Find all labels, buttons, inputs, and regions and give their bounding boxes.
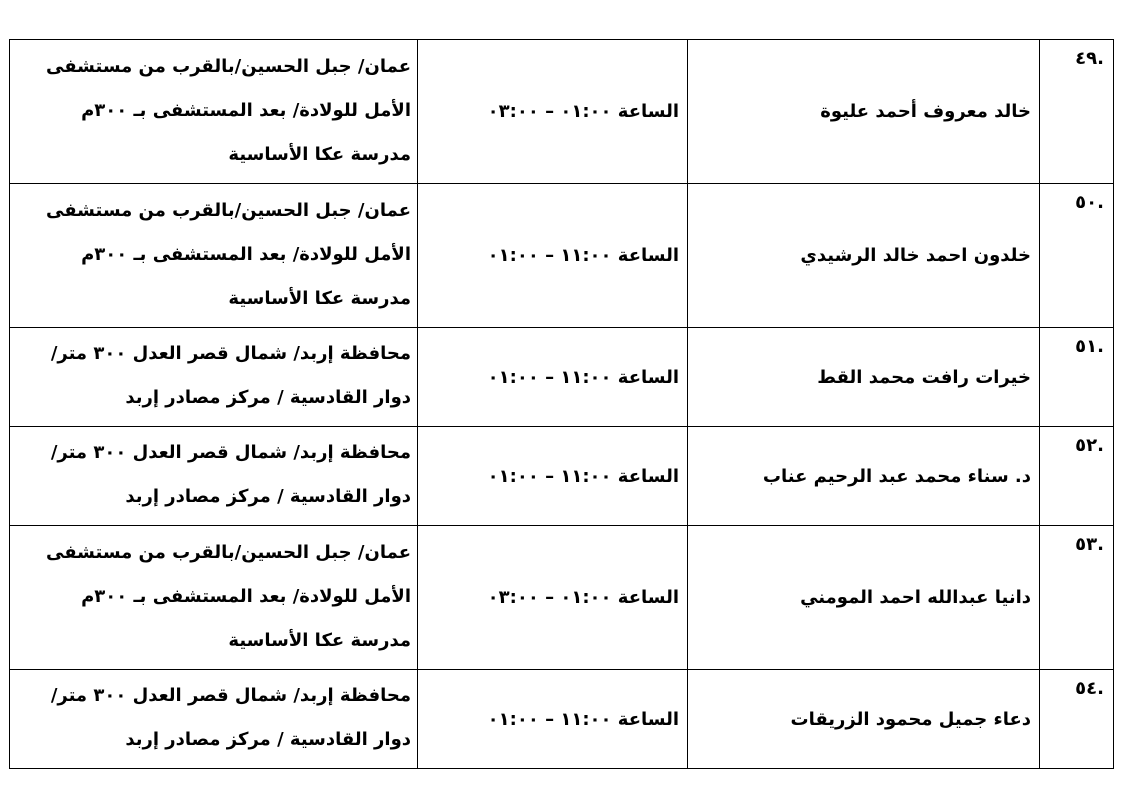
address: محافظة إربد/ شمال قصر العدل ٣٠٠ متر/ دوار القادسية / مركز مصادر إربد: [10, 670, 418, 769]
person-name: دانيا عبدالله احمد المومني: [688, 526, 1040, 670]
time-slot: الساعة ٠١:٠٠ – ٠٣:٠٠: [418, 40, 688, 184]
row-number: .٥٠: [1040, 184, 1114, 328]
time-slot: الساعة ٠١:٠٠ – ٠٣:٠٠: [418, 526, 688, 670]
person-name: خلدون احمد خالد الرشيدي: [688, 184, 1040, 328]
row-number: .٥١: [1040, 328, 1114, 427]
table-row: [10, 40, 1114, 184]
address: عمان/ جبل الحسين/بالقرب من مستشفى الأمل للولادة/ بعد المستشفى بـ ٣٠٠م مدرسة عكا الأساسية: [10, 184, 418, 328]
address: محافظة إربد/ شمال قصر العدل ٣٠٠ متر/ دوار القادسية / مركز مصادر إربد: [10, 328, 418, 427]
address: عمان/ جبل الحسين/بالقرب من مستشفى الأمل للولادة/ بعد المستشفى بـ ٣٠٠م مدرسة عكا الأساسية: [10, 40, 418, 184]
address: عمان/ جبل الحسين/بالقرب من مستشفى الأمل للولادة/ بعد المستشفى بـ ٣٠٠م مدرسة عكا الأساسية: [10, 526, 418, 670]
person-name: خالد معروف أحمد عليوة: [688, 40, 1040, 184]
row-number: .٥٣: [1040, 526, 1114, 670]
table-row: [10, 526, 1114, 670]
time-slot: الساعة ١١:٠٠ – ٠١:٠٠: [418, 328, 688, 427]
row-number: .٥٢: [1040, 427, 1114, 526]
time-slot: الساعة ١١:٠٠ – ٠١:٠٠: [418, 184, 688, 328]
person-name: خيرات رافت محمد القط: [688, 328, 1040, 427]
row-number: .٥٤: [1040, 670, 1114, 769]
time-slot: الساعة ١١:٠٠ – ٠١:٠٠: [418, 427, 688, 526]
schedule-table: [9, 39, 1114, 769]
table-row: [10, 184, 1114, 328]
time-slot: الساعة ١١:٠٠ – ٠١:٠٠: [418, 670, 688, 769]
table-row: [10, 427, 1114, 526]
person-name: دعاء جميل محمود الزريقات: [688, 670, 1040, 769]
row-number: .٤٩: [1040, 40, 1114, 184]
address: محافظة إربد/ شمال قصر العدل ٣٠٠ متر/ دوار القادسية / مركز مصادر إربد: [10, 427, 418, 526]
table-row: [10, 670, 1114, 769]
person-name: د. سناء محمد عبد الرحيم عناب: [688, 427, 1040, 526]
table-row: [10, 328, 1114, 427]
